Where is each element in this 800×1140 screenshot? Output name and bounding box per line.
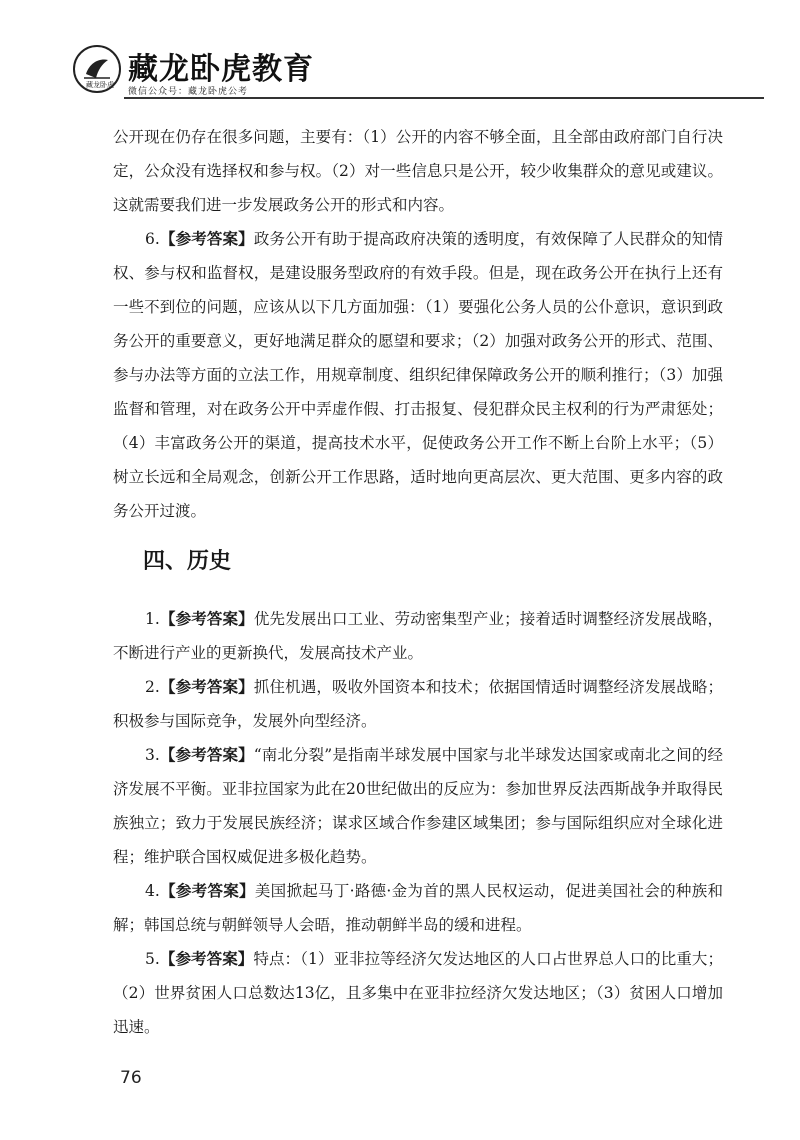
answer-text: 抓住机遇，吸收外国资本和技术；依据国情适时调整经济发展战略；积极参与国际竞争，发展外向型经济。 (113, 678, 723, 730)
header-divider (124, 97, 764, 99)
paragraph-continuation (113, 120, 723, 222)
answer-item (113, 738, 723, 874)
answer-tag: 【参考答案】 (159, 610, 254, 628)
answer-item (113, 670, 723, 738)
answer-item (113, 602, 723, 670)
answer-text: “南北分裂”是指南半球发展中国家与北半球发达国家或南北之间的经济发展不平衡。亚非拉国家为此在20世纪做出的反应为：参加世界反法西斯战争并取得民族独立；致力于发展民族经济；谋求区域合作参建区域集团；参与国际组织应对全球化进程；维护联合国权威促进多极化趋势。 (113, 746, 723, 866)
page-header (0, 0, 800, 110)
answer-number: 2. (145, 678, 160, 696)
brand-title: 藏龙卧虎教育 (128, 52, 314, 87)
answer-tag: 【参考答案】 (159, 950, 254, 968)
answer-number: 6. (145, 230, 160, 248)
answer-text: 政务公开有助于提高政府决策的透明度，有效保障了人民群众的知情权、参与权和监督权，是建设服务型政府的有效手段。但是，现在政务公开在执行上还有一些不到位的问题，应该从以下几方面加强：（1）要强化公务人员的公仆意识，意识到政务公开的重要意义，更好地满足群众的愿望和要求；（2）加强对政务公开的形式、范围、参与办法等方面的立法工作，用规章制度、组织纪律保障政务公开的顺利推行；（3）加强监督和管理，对在政务公开中弄虚作假、打击报复、侵犯群众民主权利的行为严肃惩处；（4）丰富政务公开的渠道，提高技术水平，促使政务公开工作不断上台阶上水平；（5）树立长远和全局观念，创新公开工作思路，适时地向更高层次、更大范围、更多内容的政务公开过渡。 (113, 230, 723, 520)
answer-tag: 【参考答案】 (159, 746, 254, 764)
answer-item (113, 942, 723, 1044)
paragraph-text: 公开现在仍存在很多问题，主要有：（1）公开的内容不够全面，且全部由政府部门自行决定，公众没有选择权和参与权。（2）对一些信息只是公开，较少收集群众的意见或建议。这就需要我们进一步发展政务公开的形式和内容。 (113, 128, 723, 214)
brand-subtitle: 微信公众号：藏龙卧虎公考 (128, 87, 249, 97)
answer-number: 3. (145, 746, 160, 764)
answer-number: 5. (145, 950, 160, 968)
answer-number: 4. (145, 882, 160, 900)
answer-item (113, 874, 723, 942)
answer-tag: 【参考答案】 (159, 678, 254, 696)
answer-text: 特点：（1）亚非拉等经济欠发达地区的人口占世界总人口的比重大；（2）世界贫困人口总数达13亿，且多集中在亚非拉经济欠发达地区；（3）贫困人口增加迅速。 (113, 950, 723, 1036)
section-title: 四、历史 (143, 549, 232, 574)
answer-text: 优先发展出口工业、劳动密集型产业；接着适时调整经济发展战略，不断进行产业的更新换代，发展高技术产业。 (113, 610, 723, 662)
answer-tag: 【参考答案】 (159, 230, 254, 248)
logo-text: 藏龙卧虎 (86, 81, 114, 89)
answer-number: 1. (145, 610, 160, 628)
page-number: 76 (120, 1068, 142, 1088)
answer-item (113, 222, 723, 528)
answer-tag: 【参考答案】 (159, 882, 255, 900)
page-content (113, 120, 723, 1044)
answer-text: 美国掀起马丁·路德·金为首的黑人民权运动，促进美国社会的种族和解；韩国总统与朝鲜领导人会晤，推动朝鲜半岛的缓和进程。 (113, 882, 723, 934)
